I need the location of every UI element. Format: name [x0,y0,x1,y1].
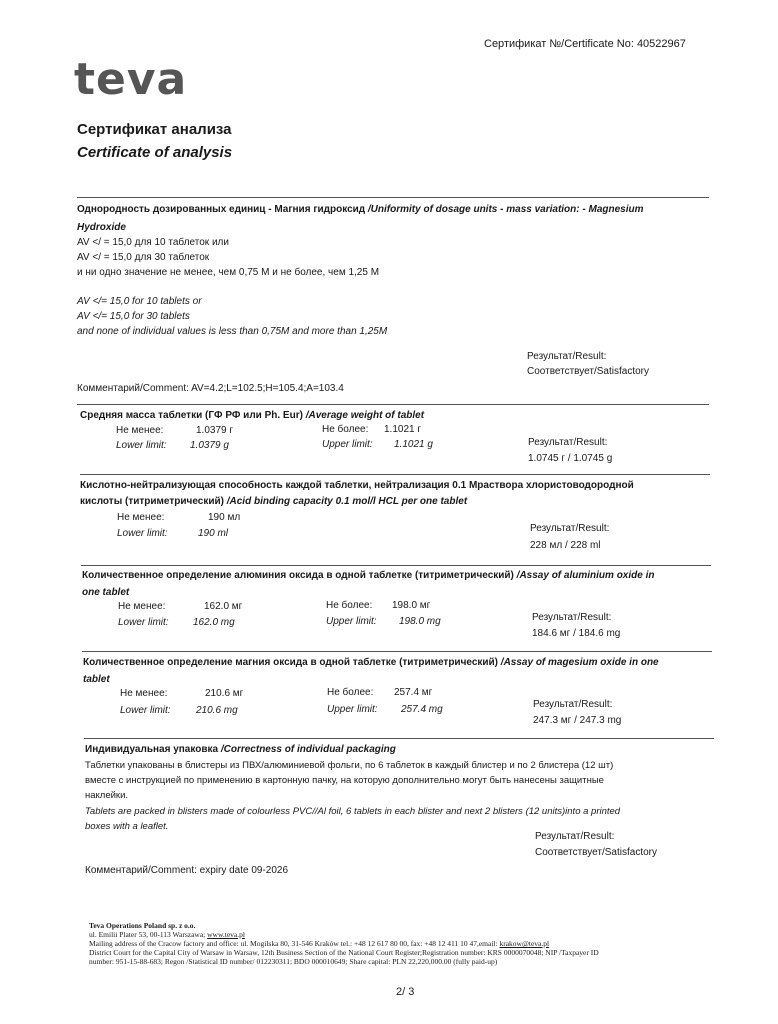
avg-weight-lower-en: Lower limit: [116,440,167,451]
magnesium-lower-en: Lower limit: [120,705,171,716]
packaging-title-ru: Индивидуальная упаковка [85,744,221,755]
logo-text: teva [74,54,188,105]
divider [84,738,714,739]
acid-lower-en-value: 190 ml [198,528,229,539]
aluminium-title [82,570,654,582]
magnesium-upper-ru: Не более: [327,687,374,698]
uniformity-title-en: /Uniformity of dosage units - mass variation: - Magnesium [367,204,644,215]
uniformity-comment: Комментарий/Comment: AV=4.2;L=102.5;H=105.4;A=103.4 [77,383,344,394]
packaging-title [85,744,396,756]
acid-title-ru: кислоты (титриметрический) [80,496,227,507]
title-en: Certificate of analysis [77,144,233,161]
footer-mailing-text: Mailing address of the Cracow factory and office: ul. Mogilska 80, 31-546 Kraków tel.: +48 12 617 80 00, fax: +48 12 411 10 47,email: [89,939,500,948]
avg-weight-title-en: /Average weight of tablet [305,410,425,421]
magnesium-upper-en-value: 257.4 mg [401,704,443,715]
page-number: 2/ 3 [396,986,415,998]
aluminium-upper-en: Upper limit: [326,616,377,627]
uniformity-en-line: and none of individual values is less than 0,75M and more than 1,25M [77,326,388,337]
magnesium-result-value: 247.3 мг / 247.3 mg [533,715,622,726]
packaging-title-en: /Correctness of individual packaging [220,744,396,755]
title-ru: Сертификат анализа [77,121,232,138]
magnesium-title-en: /Assay of magesium oxide in one [500,657,659,668]
teva-logo [74,54,187,105]
magnesium-lower-ru-value: 210.6 мг [205,688,244,699]
packaging-ru-line: вместе с инструкцией по применению в картонную пачку, на которую дополнительно могут быть нанесены защитные [85,775,604,786]
footer-court-line2: number: 951-15-88-683; Regon /Statistical ID number/ 012230311; BDO 000010649; Share capital: PLN 22,220,000.00 (fully paid-up) [89,957,498,966]
packaging-ru-line: наклейки. [85,790,129,801]
uniformity-ru-line: и ни одно значение не менее, чем 0,75 М и не более, чем 1,25 М [77,267,380,278]
avg-weight-lower-en-value: 1.0379 g [190,440,229,451]
email-link[interactable]: krakow@teva.pl [499,939,550,948]
magnesium-lower-ru: Не менее: [120,688,168,699]
aluminium-lower-ru: Не менее: [118,601,166,612]
aluminium-upper-ru-value: 198.0 мг [392,600,431,611]
acid-title-en: /Acid binding capacity 0.1 mol/l HCL per one tablet [226,496,468,507]
aluminium-title-en: /Assay of aluminium oxide in [516,570,655,581]
avg-weight-upper-en-value: 1.1021 g [394,439,433,450]
acid-result-label: Результат/Result: [530,523,610,534]
avg-weight-upper-en: Upper limit: [322,439,373,450]
footer-address-text: ul. Emilii Plater 53, 00-113 Warszawa; [89,930,208,939]
packaging-comment: Комментарий/Comment: expiry date 09-2026 [85,865,289,876]
aluminium-title-en2: one tablet [82,587,130,598]
magnesium-upper-ru-value: 257.4 мг [394,687,433,698]
aluminium-title-ru: Количественное определение алюминия оксида в одной таблетке (титриметрический) [82,570,517,581]
divider [80,474,710,475]
avg-weight-upper-ru-value: 1.1021 г [384,424,422,435]
acid-title-line1: Кислотно-нейтрализующая способность каждой таблетки, нейтрализация 0.1 Мраствора хлористоводородной [80,480,634,491]
aluminium-result-label: Результат/Result: [532,612,612,623]
divider [81,565,711,566]
uniformity-title [77,204,644,216]
magnesium-upper-en: Upper limit: [327,704,378,715]
avg-weight-title-ru: Средняя масса таблетки (ГФ РФ или Ph. Eur) [80,410,306,421]
acid-lower-ru-value: 190 мл [208,512,241,523]
uniformity-result-value: Соответствует/Satisfactory [527,366,649,377]
packaging-en-line: boxes with a leaflet. [85,821,169,832]
avg-weight-lower-ru: Не менее: [116,425,164,436]
avg-weight-title [80,410,424,422]
footer-court-line1: District Court for the Capital City of Warsaw in Warsaw, 12th Business Section of the National Court Register;Registration number: KRS 0000070048; NIP /Taxpayer ID [89,948,599,957]
aluminium-lower-en-value: 162.0 mg [193,617,235,628]
uniformity-ru-line: AV </ = 15,0 для 30 таблеток [77,252,210,263]
divider [77,404,709,405]
uniformity-title-ru: Однородность дозированных единиц - Магния гидроксид [77,204,368,215]
magnesium-result-label: Результат/Result: [533,699,613,710]
aluminium-lower-en: Lower limit: [118,617,169,628]
acid-lower-ru: Не менее: [117,512,165,523]
aluminium-lower-ru-value: 162.0 мг [204,601,243,612]
certificate-number: Сертификат №/Certificate No: 40522967 [484,38,686,50]
uniformity-ru-line: AV </ = 15,0 для 10 таблеток или [77,237,229,248]
avg-weight-result-value: 1.0745 г / 1.0745 g [528,453,613,464]
uniformity-result-label: Результат/Result: [527,351,607,362]
aluminium-upper-ru: Не более: [326,600,373,611]
website-link[interactable]: www.teva.pl [207,930,245,939]
uniformity-en-line: AV </= 15,0 for 30 tablets [77,311,190,322]
aluminium-upper-en-value: 198.0 mg [399,616,441,627]
packaging-result-value: Соответствует/Satisfactory [535,847,657,858]
footer-company: Teva Operations Poland sp. z o.o. [89,921,196,930]
acid-title-line2 [80,496,467,508]
divider [82,651,712,652]
avg-weight-lower-ru-value: 1.0379 г [196,425,234,436]
divider [77,197,709,198]
avg-weight-upper-ru: Не более: [322,424,369,435]
magnesium-title [83,657,659,669]
packaging-en-line: Tablets are packed in blisters made of colourless PVC//Al foil, 6 tablets in each blister and next 2 blisters (12 units)into a printed [85,806,621,817]
avg-weight-result-label: Результат/Result: [528,437,608,448]
magnesium-title-ru: Количественное определение магния оксида в одной таблетке (титриметрический) [83,657,501,668]
packaging-result-label: Результат/Result: [535,831,615,842]
uniformity-en-line: AV </= 15,0 for 10 tablets or [77,296,202,307]
acid-result-value: 228 мл / 228 ml [530,540,601,551]
uniformity-title-en2: Hydroxide [77,222,126,233]
aluminium-result-value: 184.6 мг / 184.6 mg [532,628,621,639]
packaging-ru-line: Таблетки упакованы в блистеры из ПВХ/алюминиевой фольги, по 6 таблеток в каждый блистер и по 2 блистера (12 шт) [85,760,614,771]
acid-lower-en: Lower limit: [117,528,168,539]
magnesium-title-en2: tablet [83,674,110,685]
magnesium-lower-en-value: 210.6 mg [196,705,238,716]
